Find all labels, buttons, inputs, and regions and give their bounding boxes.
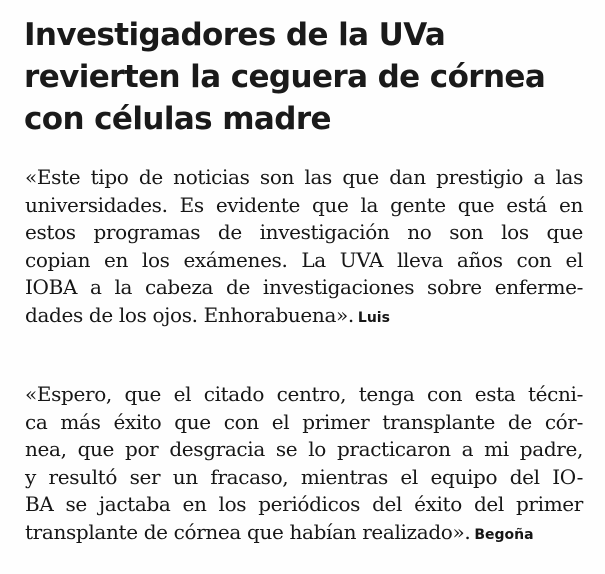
comment-line-last — [25, 519, 583, 550]
headline-line: Investigadores de la UVa — [24, 17, 446, 53]
comment-author: Begoña — [474, 526, 534, 543]
reader-comment-luis — [25, 164, 583, 332]
reader-comment-begona — [25, 381, 583, 549]
comment-line: ca más éxito que con el primer transplante de cór- — [25, 409, 583, 434]
comment-line: «Este tipo de noticias son las que dan prestigio a las — [25, 165, 583, 189]
comment-line: y resultó ser un fracaso, mientras el equipo del IO- — [25, 464, 583, 489]
comment-line: universidades. Es evidente que la gente que está en — [25, 192, 583, 217]
comment-author: Luis — [357, 309, 390, 326]
comment-line: nea, que por desgracia se lo practicaron a mi padre, — [25, 437, 583, 461]
comment-line-last — [25, 302, 583, 333]
headline — [24, 14, 594, 140]
comment-closing-text: dades de los ojos. Enhorabuena». — [25, 302, 354, 327]
headline-line: revierten la ceguera de córnea — [24, 59, 546, 95]
headline-line: con células madre — [24, 101, 331, 137]
comment-line: estos programas de investigación no son los que — [25, 220, 583, 244]
comment-line: BA se jactaba en los periódicos del éxito del primer — [25, 492, 583, 516]
comment-line: IOBA a la cabeza de investigaciones sobre enferme- — [25, 275, 583, 299]
comment-line: «Espero, que el citado centro, tenga con esta técni- — [25, 382, 583, 406]
comment-closing-text: transplante de córnea que habían realizado». — [25, 519, 471, 544]
comment-line: copian en los exámenes. La UVA lleva años con el — [25, 247, 583, 272]
